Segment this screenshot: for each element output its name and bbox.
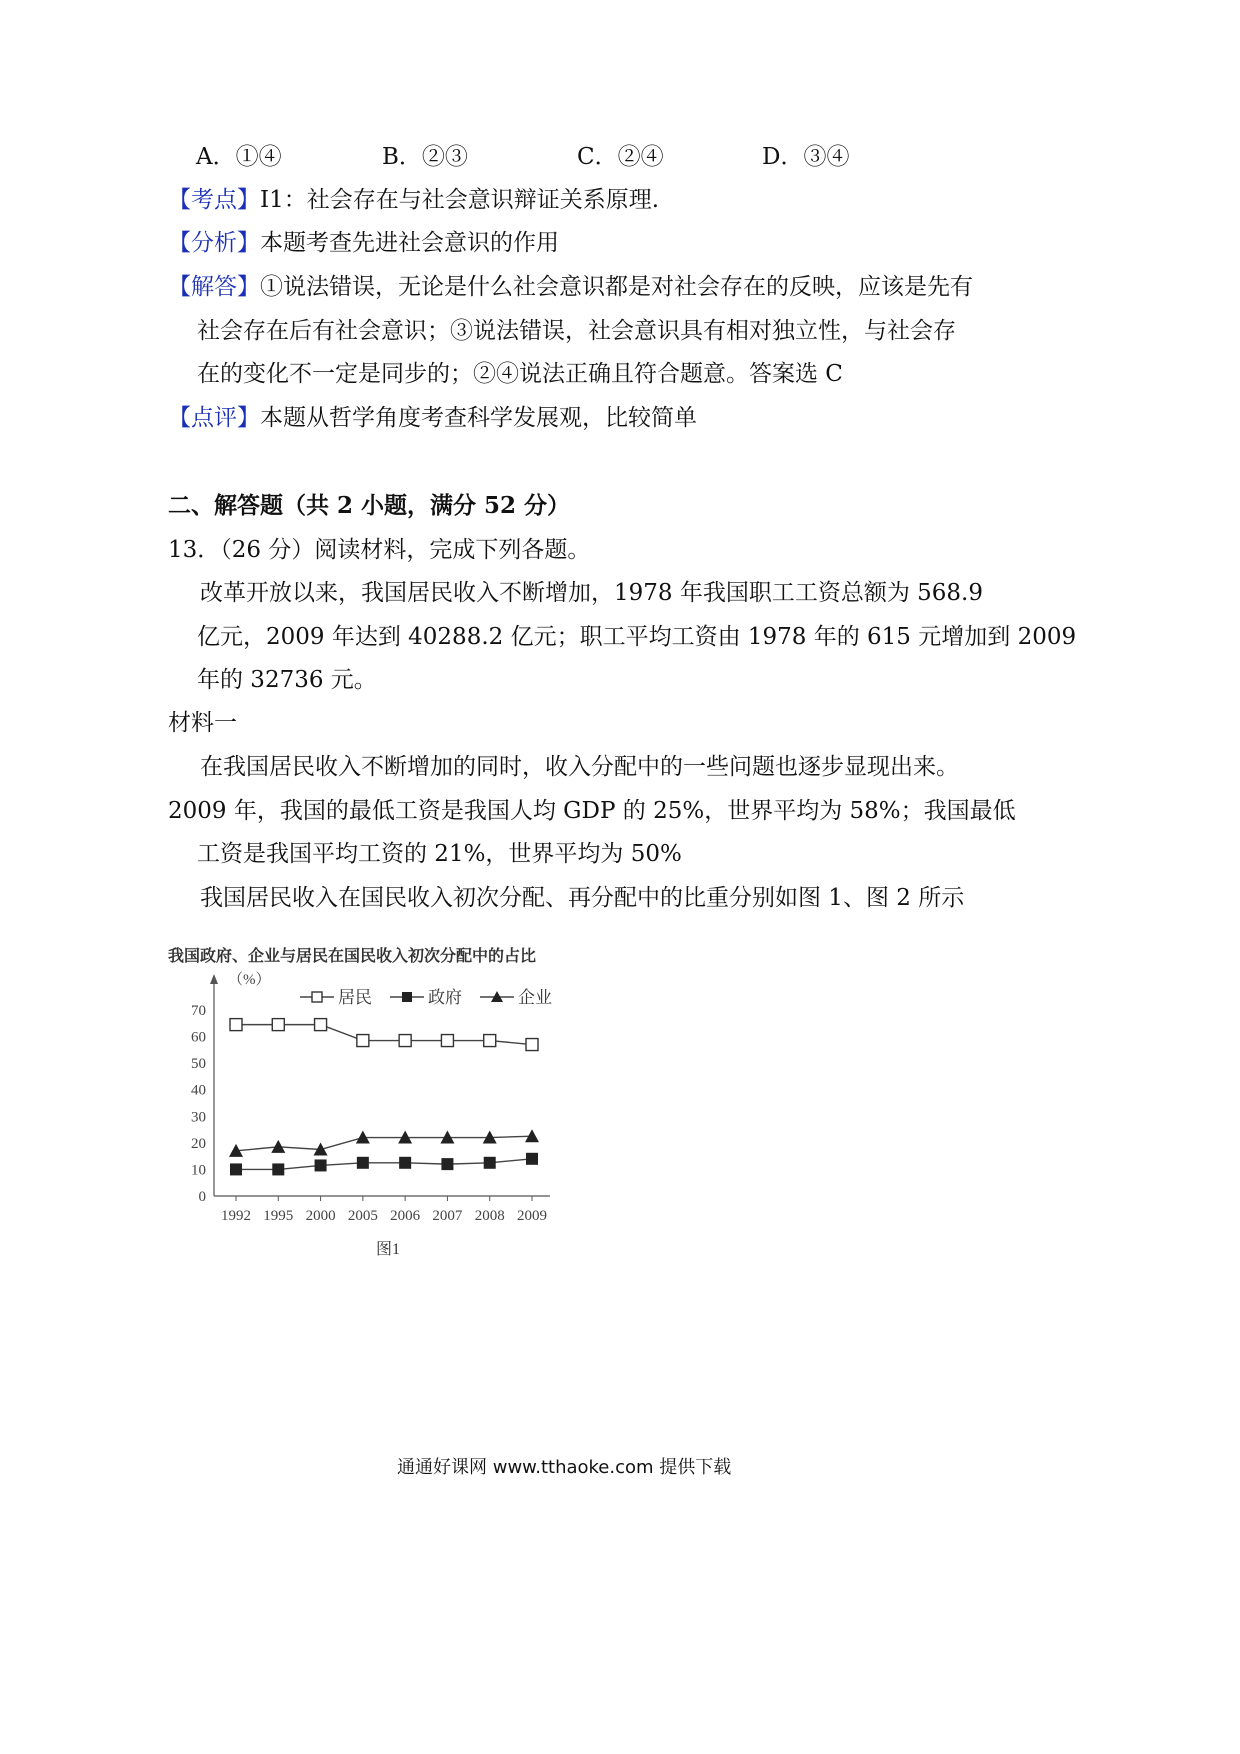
data-point [357, 1157, 369, 1169]
data-point [230, 1019, 242, 1031]
y-tick-label: 10 [191, 1162, 206, 1179]
data-point [271, 1140, 285, 1153]
data-point [315, 1019, 327, 1031]
data-point [441, 1158, 453, 1170]
chart-axes [191, 971, 550, 1224]
x-tick-label: 2007 [432, 1208, 463, 1224]
option-c: C．②④ [577, 144, 664, 170]
section-heading: 二、解答题（共 2 小题，满分 52 分） [168, 492, 571, 519]
y-tick-label: 0 [198, 1189, 206, 1205]
x-tick-label: 2005 [347, 1208, 378, 1224]
fenxi-tag: 【分析】 [168, 230, 260, 256]
material-p1-line2: 亿元，2009 年达到 40288.2 亿元；职工平均工资由 1978 年的 615 元增加到 2009 [197, 624, 1077, 650]
data-point [399, 1035, 411, 1047]
x-tick-label: 2008 [474, 1208, 505, 1224]
data-point [357, 1035, 369, 1047]
data-point [484, 1035, 496, 1047]
dianping-line [168, 403, 697, 433]
y-tick-label: 30 [191, 1109, 206, 1126]
legend-label: 居民 [338, 988, 372, 1007]
footer-credit: 通通好课网 www.tthaoke.com 提供下载 [397, 1457, 732, 1478]
material-p2-line1: 在我国居民收入不断增加的同时，收入分配中的一些问题也逐步显现出来。 [200, 754, 959, 780]
y-tick-label: 60 [191, 1029, 206, 1046]
x-tick-label: 1992 [221, 1208, 251, 1224]
data-point [441, 1035, 453, 1047]
material-p1-line3: 年的 32736 元。 [197, 667, 377, 693]
kaodian-line [168, 185, 659, 215]
jieda-line1 [168, 272, 973, 302]
dianping-tag: 【点评】 [168, 405, 260, 431]
x-tick-label: 2009 [517, 1208, 547, 1224]
line-chart [160, 960, 580, 1260]
data-point [526, 1039, 538, 1051]
fenxi-line [168, 228, 559, 258]
chart-legend [300, 988, 552, 1007]
legend-label: 政府 [428, 988, 462, 1007]
y-tick-label: 20 [191, 1135, 206, 1152]
question-13-intro: 13．（26 分）阅读材料，完成下列各题。 [168, 537, 591, 563]
kaodian-text: I1：社会存在与社会意识辩证关系原理. [260, 187, 660, 213]
data-point [484, 1157, 496, 1169]
option-b: B．②③ [382, 144, 468, 170]
chart-title: 我国政府、企业与居民在国民收入初次分配中的占比 [168, 946, 537, 965]
data-point [526, 1153, 538, 1165]
material-p1-line1: 改革开放以来，我国居民收入不断增加，1978 年我国职工工资总额为 568.9 [200, 580, 983, 606]
material-p3-line1: 我国居民收入在国民收入初次分配、再分配中的比重分别如图 1、图 2 所示 [200, 885, 965, 911]
chart-caption: 图1 [375, 1241, 401, 1258]
legend-marker [312, 992, 322, 1002]
x-tick-label: 2000 [305, 1208, 336, 1224]
material-p2-line3: 工资是我国平均工资的 21%，世界平均为 50% [197, 841, 682, 867]
x-tick-label: 1995 [263, 1208, 294, 1224]
data-point [315, 1159, 327, 1171]
jieda-text-1: ①说法错误，无论是什么社会意识都是对社会存在的反映，应该是先有 [260, 274, 973, 300]
jieda-tag: 【解答】 [168, 274, 260, 300]
option-a: A．①④ [196, 144, 282, 170]
y-axis-label: （%） [228, 972, 271, 988]
jieda-line3: 在的变化不一定是同步的；②④说法正确且符合题意。答案选 C [197, 361, 843, 387]
legend-marker [402, 992, 412, 1002]
y-axis-arrow [210, 974, 218, 984]
y-tick-label: 40 [191, 1082, 206, 1099]
x-tick-label: 2006 [390, 1208, 421, 1224]
data-point [230, 1163, 242, 1175]
material-p2-line2: 2009 年，我国的最低工资是我国人均 GDP 的 25%，世界平均为 58%；我国最低 [168, 798, 1016, 824]
jieda-line2: 社会存在后有社会意识；③说法错误，社会意识具有相对独立性，与社会存 [197, 318, 956, 344]
kaodian-tag: 【考点】 [168, 187, 260, 213]
material-label: 材料一 [168, 710, 237, 736]
fenxi-text: 本题考查先进社会意识的作用 [260, 230, 559, 256]
data-point [272, 1019, 284, 1031]
legend-label: 企业 [518, 988, 552, 1007]
option-d: D．③④ [762, 144, 850, 170]
y-tick-label: 70 [191, 1003, 206, 1019]
y-tick-label: 50 [191, 1056, 206, 1073]
data-point [399, 1157, 411, 1169]
data-point [272, 1163, 284, 1175]
chart-series [229, 1019, 539, 1176]
dianping-text: 本题从哲学角度考查科学发展观，比较简单 [260, 405, 697, 431]
